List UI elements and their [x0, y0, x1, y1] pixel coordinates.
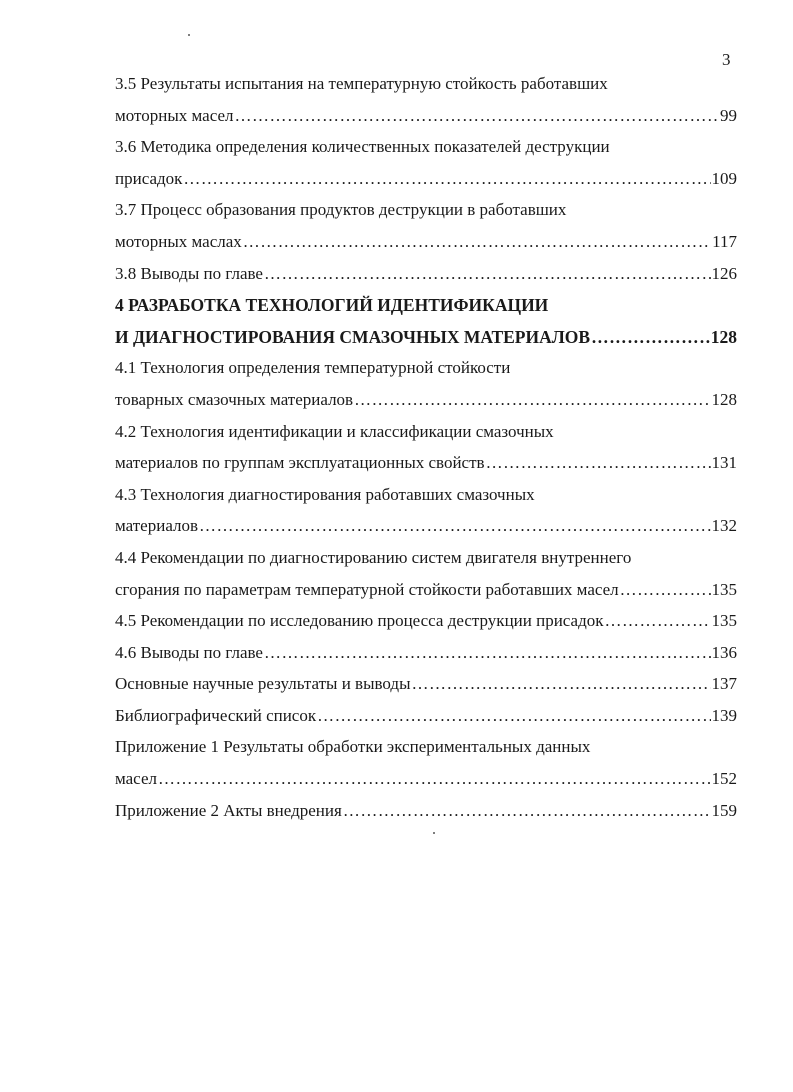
- toc-line: [115, 516, 737, 548]
- toc-entry-text: 3.8 Выводы по главе: [115, 263, 263, 283]
- toc-page-number: 132: [711, 516, 737, 536]
- toc-page-number: 139: [711, 705, 737, 725]
- dot-leader: [183, 169, 710, 189]
- toc-line: [115, 137, 737, 169]
- dot-leader: [158, 769, 711, 789]
- toc-page-number: 126: [711, 263, 737, 283]
- toc-line: [115, 737, 737, 769]
- toc-entry-text: Основные научные результаты и выводы: [115, 674, 411, 694]
- toc-line: [115, 485, 737, 517]
- dot-leader: [354, 390, 710, 410]
- toc-line: [115, 264, 737, 296]
- toc-entry-text: 4.3 Технология диагностирования работавших смазочных: [115, 484, 535, 504]
- toc-line: [115, 74, 737, 106]
- page-number: 3: [722, 50, 731, 69]
- toc-entry-text: сгорания по параметрам температурной стойкости работавших масел: [115, 579, 619, 599]
- toc-page-number: 128: [711, 389, 737, 409]
- toc-chapter-heading: [115, 327, 737, 359]
- dot-leader: [412, 674, 711, 694]
- toc-line: [115, 580, 737, 612]
- toc-entry-text: присадок: [115, 168, 183, 188]
- toc-entry-text: 3.6 Методика определения количественных показателей деструкции: [115, 137, 610, 157]
- dot-leader: [620, 580, 711, 600]
- toc-page-number: 128: [710, 326, 737, 347]
- dot-leader: [243, 232, 711, 252]
- dot-leader: [199, 516, 710, 536]
- dot-leader: [486, 453, 711, 473]
- dot-leader: [591, 327, 710, 348]
- toc-chapter-heading: [115, 295, 737, 327]
- toc-line: [115, 390, 737, 422]
- scan-speck: [433, 832, 435, 834]
- toc-page-number: 136: [711, 642, 737, 662]
- toc-entry-text: И ДИАГНОСТИРОВАНИЯ СМАЗОЧНЫХ МАТЕРИАЛОВ: [115, 326, 591, 347]
- toc-page-number: 109: [711, 168, 737, 188]
- toc-entry-text: 4.5 Рекомендации по исследованию процесса деструкции присадок: [115, 611, 604, 631]
- table-of-contents: [115, 74, 737, 832]
- toc-entry-text: товарных смазочных материалов: [115, 389, 354, 409]
- toc-page-number: 117: [712, 231, 737, 251]
- toc-page-number: 135: [711, 611, 737, 631]
- toc-entry-text: 3.5 Результаты испытания на температурную стойкость работавших: [115, 74, 608, 93]
- toc-line: [115, 453, 737, 485]
- toc-entry-text: 4.2 Технология идентификации и классификации смазочных: [115, 421, 554, 441]
- dot-leader: [605, 611, 711, 631]
- toc-entry-text: Библиографический список: [115, 705, 317, 725]
- toc-line: [115, 769, 737, 801]
- toc-line: [115, 706, 737, 738]
- toc-entry-text: моторных масел: [115, 105, 234, 125]
- toc-entry-text: Приложение 2 Акты внедрения: [115, 800, 342, 820]
- toc-line: [115, 358, 737, 390]
- toc-entry-text: 4.6 Выводы по главе: [115, 642, 263, 662]
- toc-entry-text: 4 РАЗРАБОТКА ТЕХНОЛОГИЙ ИДЕНТИФИКАЦИИ: [115, 295, 549, 316]
- dot-leader: [234, 106, 719, 126]
- dot-leader: [264, 264, 711, 284]
- toc-entry-text: моторных маслах: [115, 231, 242, 251]
- toc-line: [115, 232, 737, 264]
- toc-line: [115, 169, 737, 201]
- toc-entry-text: материалов по группам эксплуатационных свойств: [115, 453, 485, 473]
- toc-page-number: 99: [720, 105, 737, 125]
- toc-page-number: 137: [711, 674, 737, 694]
- toc-line: [115, 422, 737, 454]
- toc-entry-text: масел: [115, 769, 157, 789]
- toc-line: [115, 801, 737, 833]
- toc-line: [115, 548, 737, 580]
- toc-line: [115, 200, 737, 232]
- dot-leader: [317, 706, 710, 726]
- toc-page-number: 135: [711, 579, 737, 599]
- toc-line: [115, 106, 737, 138]
- toc-page-number: 152: [711, 769, 737, 789]
- dot-leader: [343, 801, 711, 821]
- scan-speck: [188, 34, 190, 36]
- toc-entry-text: Приложение 1 Результаты обработки экспериментальных данных: [115, 737, 591, 757]
- toc-page-number: 131: [711, 453, 737, 473]
- toc-line: [115, 611, 737, 643]
- dot-leader: [264, 643, 711, 663]
- toc-entry-text: 4.4 Рекомендации по диагностированию систем двигателя внутреннего: [115, 547, 632, 567]
- toc-line: [115, 674, 737, 706]
- toc-line: [115, 643, 737, 675]
- toc-page-number: 159: [711, 800, 737, 820]
- toc-entry-text: 3.7 Процесс образования продуктов деструкции в работавших: [115, 200, 567, 220]
- toc-entry-text: материалов: [115, 516, 199, 536]
- toc-entry-text: 4.1 Технология определения температурной стойкости: [115, 358, 511, 378]
